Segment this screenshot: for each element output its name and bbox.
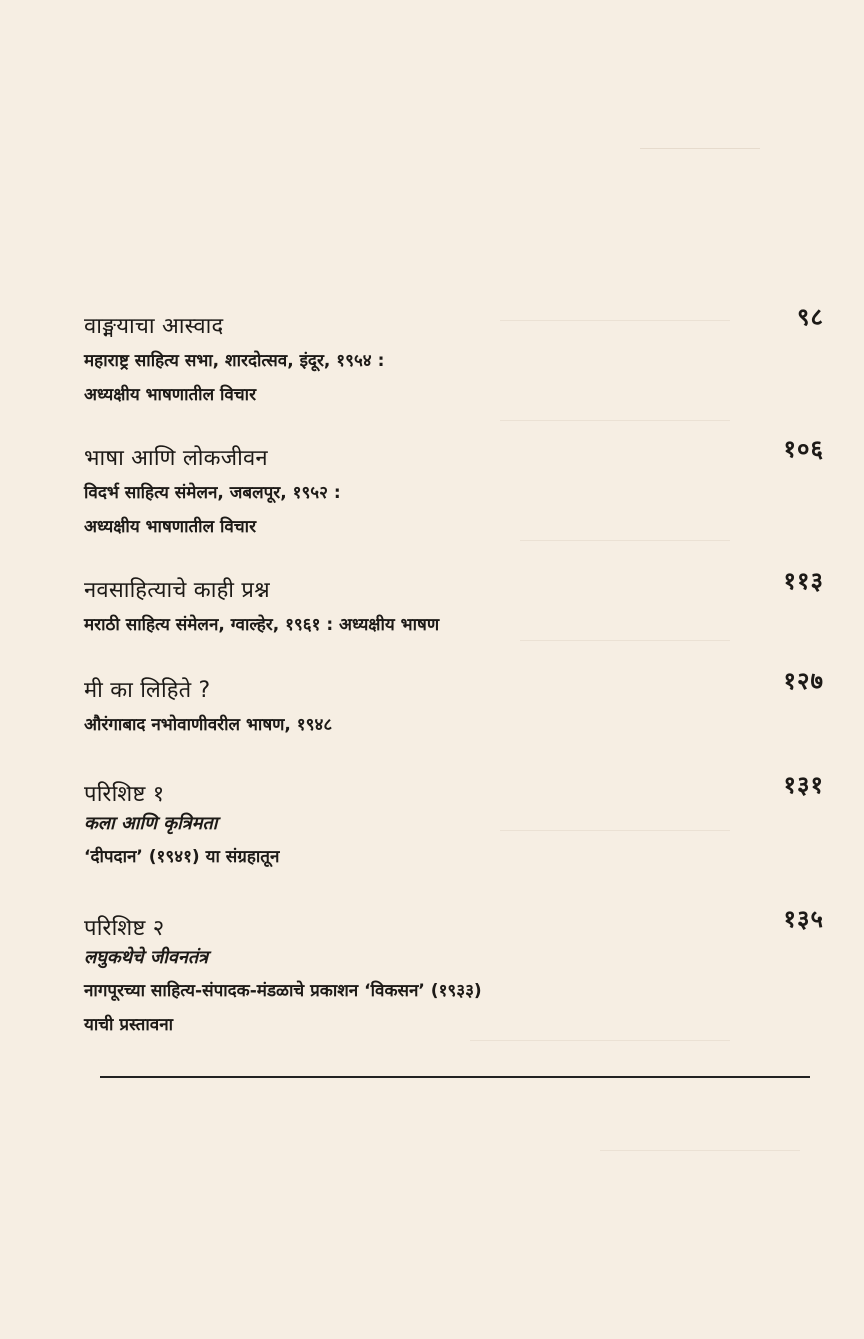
entry-detail-line: ‘दीपदान’ (१९४१) या संग्रहातून	[84, 847, 280, 867]
entry-title: परिशिष्ट १	[84, 782, 165, 807]
entry-detail-line: नागपूरच्या साहित्य-संपादक-मंडळाचे प्रकाशन ‘विकसन’ (१९३३)	[84, 981, 482, 1001]
entry-page-number: १२७	[783, 667, 824, 695]
toc-entry	[84, 567, 824, 640]
entry-subtitle: लघुकथेचे जीवनतंत्र	[84, 947, 209, 968]
entry-page-number: १०६	[783, 435, 824, 463]
entry-page-number: १३५	[783, 905, 824, 933]
entry-page-number: ९८	[797, 303, 824, 331]
entry-page-number: १३१	[783, 771, 824, 799]
bleed-through-decoration	[600, 1150, 800, 1152]
entry-detail-line: याची प्रस्तावना	[84, 1015, 174, 1035]
entry-title: परिशिष्ट २	[84, 916, 165, 941]
bottom-divider	[100, 1076, 810, 1078]
bleed-through-decoration	[500, 420, 730, 422]
entry-detail-line: महाराष्ट्र साहित्य सभा, शारदोत्सव, इंदूर, १९५४ :	[84, 351, 385, 371]
toc-entry	[84, 905, 824, 1040]
bleed-through-decoration	[640, 130, 760, 149]
entry-detail-line: मराठी साहित्य संमेलन, ग्वाल्हेर, १९६१ : अध्यक्षीय भाषण	[84, 615, 440, 635]
toc-entry	[84, 771, 824, 872]
bleed-through-decoration	[520, 640, 730, 642]
toc-entry	[84, 303, 824, 410]
bleed-through-decoration	[470, 1040, 730, 1042]
toc-entry	[84, 435, 824, 542]
entry-title: भाषा आणि लोकजीवन	[84, 446, 268, 471]
entry-title: वाङ्मयाचा आस्वाद	[84, 314, 224, 339]
entry-detail-line: अध्यक्षीय भाषणातील विचार	[84, 517, 257, 537]
toc-entry	[84, 667, 824, 740]
entry-detail-line: अध्यक्षीय भाषणातील विचार	[84, 385, 257, 405]
entry-page-number: ११३	[783, 567, 824, 595]
entry-detail-line: विदर्भ साहित्य संमेलन, जबलपूर, १९५२ :	[84, 483, 341, 503]
entry-title: नवसाहित्याचे काही प्रश्न	[84, 578, 270, 603]
entry-subtitle: कला आणि कृत्रिमता	[84, 813, 218, 834]
entry-title: मी का लिहिते ?	[84, 678, 211, 703]
entry-detail-line: औरंगाबाद नभोवाणीवरील भाषण, १९४८	[84, 715, 333, 735]
